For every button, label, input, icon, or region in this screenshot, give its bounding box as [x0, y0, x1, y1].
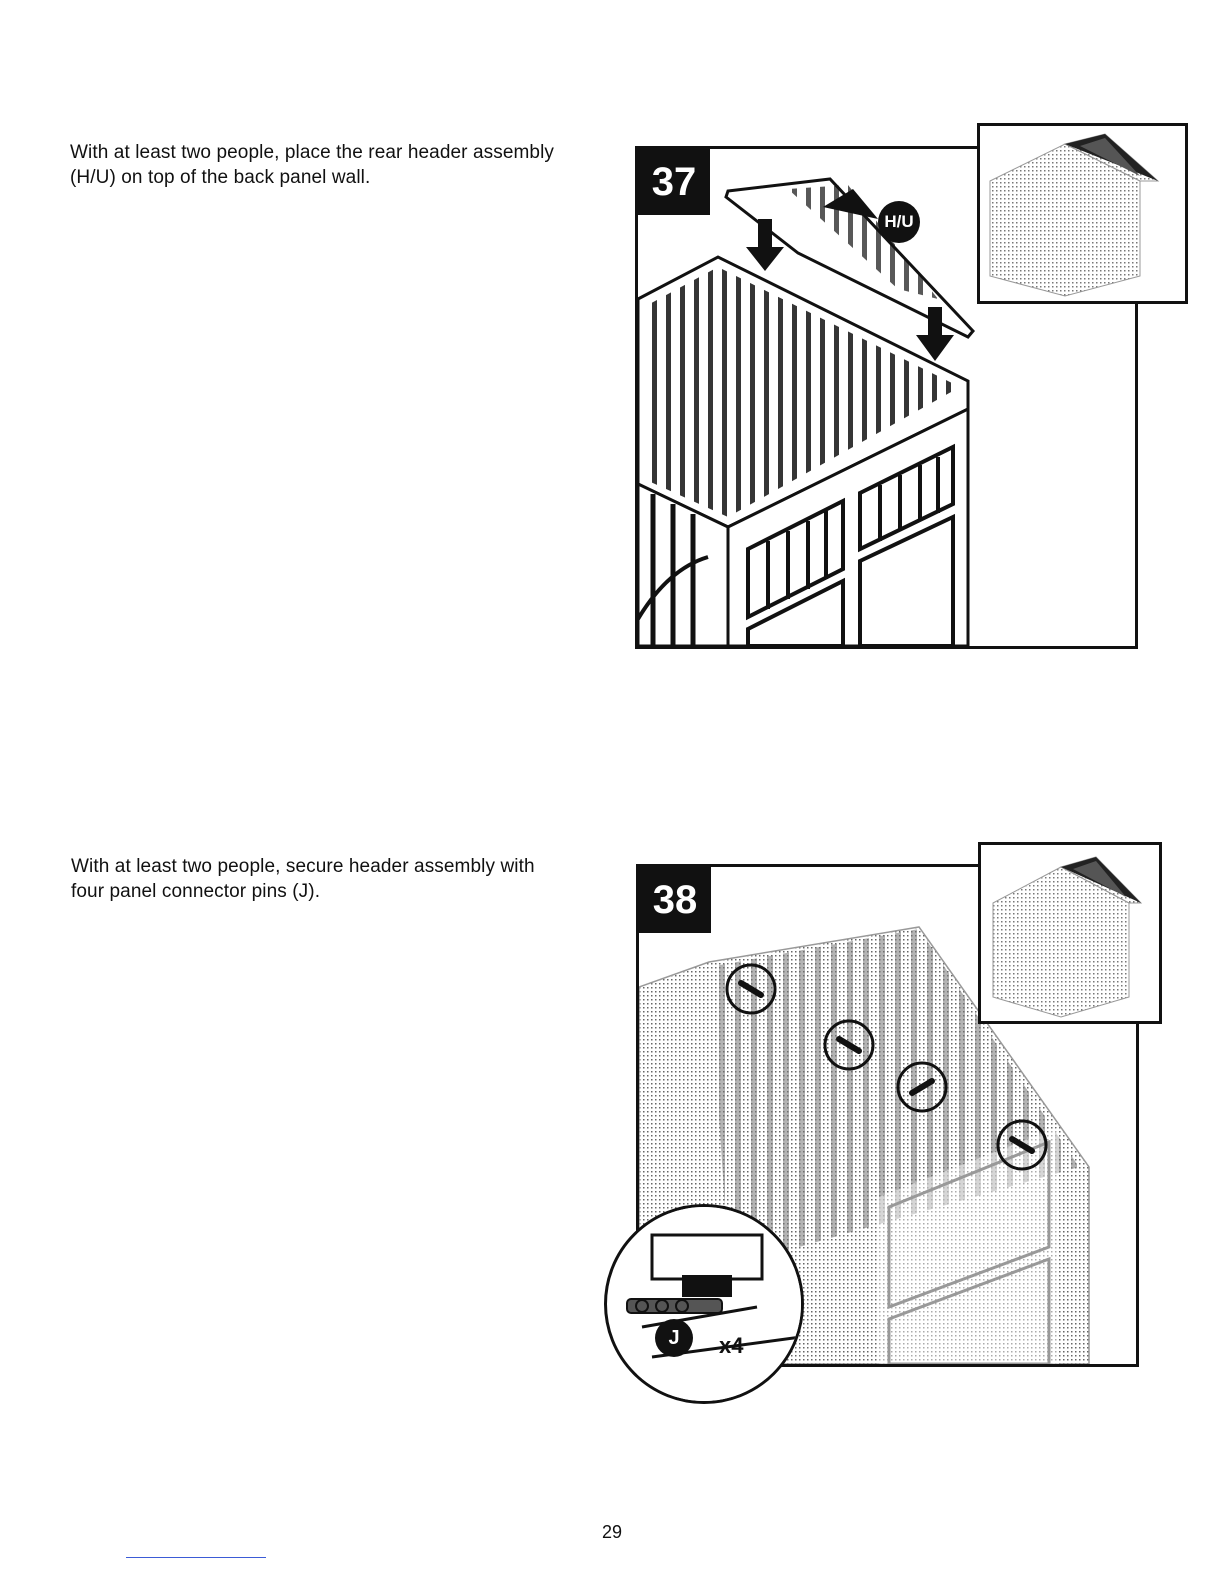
header-assembly-part-label: H/U — [878, 201, 920, 243]
shed-overview-drawing — [981, 845, 1159, 1021]
connector-pin-quantity: x4 — [719, 1333, 744, 1358]
step-38-overview-inset — [978, 842, 1162, 1024]
page-number: 29 — [601, 1522, 623, 1542]
step-38-number-badge: 38 — [639, 867, 711, 933]
step-38-instruction: With at least two people, secure header assembly with four panel connector pins (J). — [71, 856, 535, 902]
shed-overview-drawing — [980, 126, 1185, 301]
step-37-instruction: With at least two people, place the rear header assembly (H/U) on top of the back panel wall. — [70, 142, 555, 188]
connector-pin-detail-callout — [604, 1204, 804, 1404]
step-37-overview-inset — [977, 123, 1188, 304]
footer-rule — [126, 1557, 266, 1558]
step-37-number-badge: 37 — [638, 149, 710, 215]
connector-pin-part-label: J — [655, 1319, 693, 1357]
connector-pin-closeup-drawing — [607, 1207, 801, 1401]
